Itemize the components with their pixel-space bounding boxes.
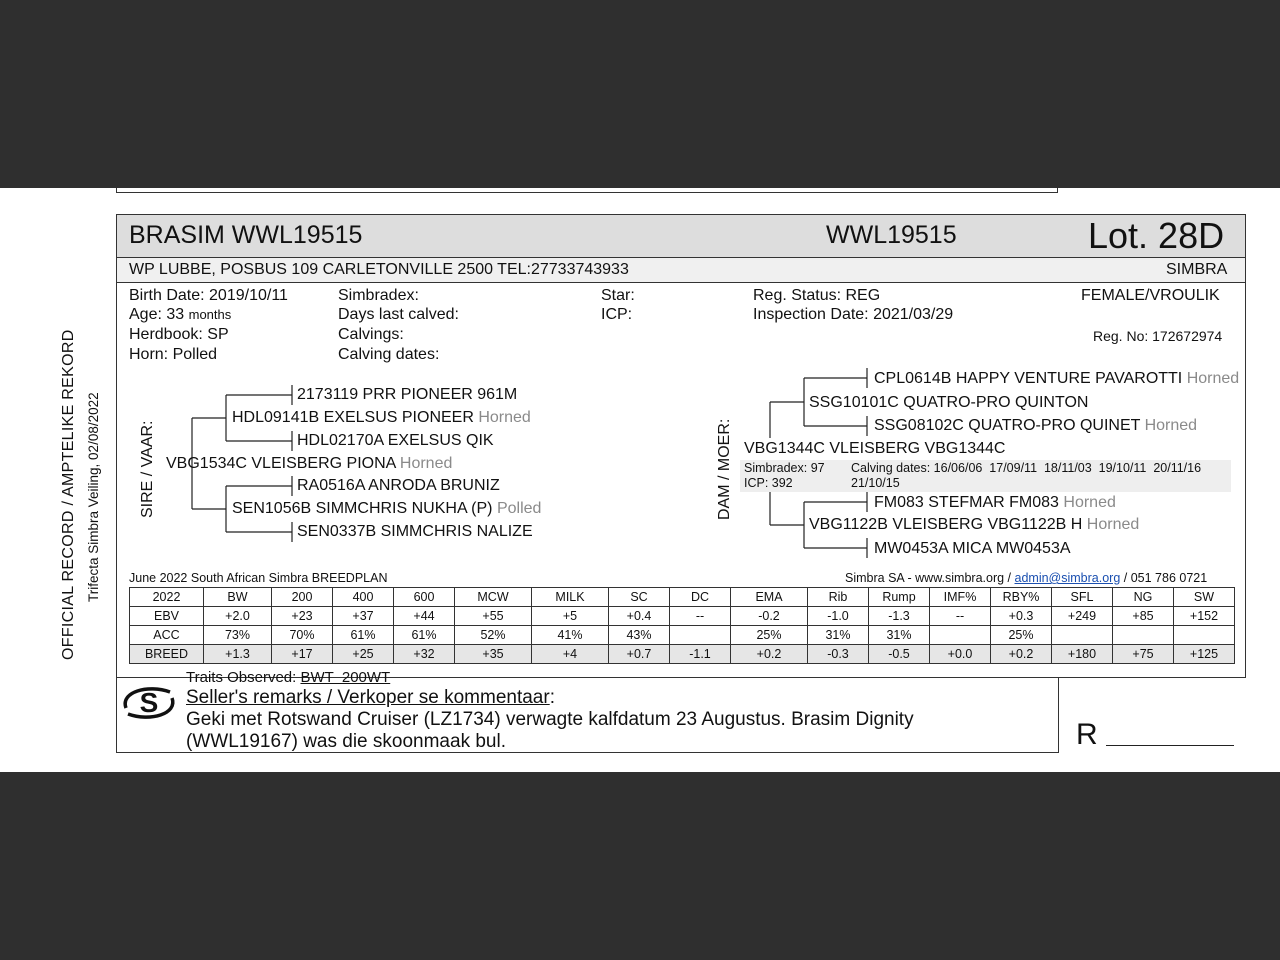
ebv-cell <box>930 626 991 645</box>
reg-status: Reg. Status: REG <box>753 287 881 304</box>
horn-status: Horn: Polled <box>129 346 218 363</box>
ebv-header-row <box>130 588 1235 607</box>
dam-sire-sire <box>874 370 1239 388</box>
price-input-line[interactable] <box>1106 745 1234 746</box>
ebv-cell: 31% <box>869 626 930 645</box>
ebv-cell: +44 <box>394 607 455 626</box>
sire-dam <box>232 500 541 518</box>
birth-date: Birth Date: 2019/10/11 <box>129 287 288 304</box>
animal-id: WWL19515 <box>826 221 957 249</box>
ebv-cell: +0.7 <box>609 645 670 664</box>
dam-dam-dam: MW0453A MICA MW0453A <box>874 540 1071 557</box>
ebv-cell: +23 <box>272 607 333 626</box>
icp-label: ICP: <box>601 306 633 323</box>
remarks-title-text: Seller's remarks / Verkoper se kommentaar <box>186 687 550 708</box>
ebv-cell: 25% <box>731 626 808 645</box>
ebv-cell: SFL <box>1052 588 1113 607</box>
ebv-cell: +0.2 <box>731 645 808 664</box>
ebv-cell: +32 <box>394 645 455 664</box>
ebv-table <box>129 587 1235 664</box>
dam-sire-dam-horn-tag: Horned <box>1144 417 1198 434</box>
dam: VBG1344C VLEISBERG VBG1344C <box>744 440 1006 457</box>
ebv-cell: +4 <box>532 645 609 664</box>
breedplan-source: June 2022 South African Simbra BREEDPLAN <box>129 571 388 585</box>
ebv-cell: +0.3 <box>991 607 1052 626</box>
ebv-cell: 73% <box>204 626 272 645</box>
calving-dates-label: Calving dates: <box>338 346 440 363</box>
ebv-cell: 52% <box>455 626 532 645</box>
owner-address: WP LUBBE, POSBUS 109 CARLETONVILLE 2500 TEL:27733743933 <box>129 261 629 278</box>
sire-sire-dam: HDL02170A EXELSUS QIK <box>297 432 494 449</box>
sire <box>166 455 452 473</box>
sire-sire <box>232 409 531 427</box>
dam-calving-dates-cont: 21/10/15 <box>851 476 900 490</box>
sire-label: SIRE / VAAR: <box>139 420 156 518</box>
ebv-cell: -- <box>670 607 731 626</box>
ebv-cell <box>1052 626 1113 645</box>
sex: FEMALE/VROULIK <box>1081 287 1220 304</box>
calvings-label: Calvings: <box>338 326 404 343</box>
remarks-line-1: Geki met Rotswand Cruiser (LZ1734) verwagte kalfdatum 23 Augustus. Brasim Dignity <box>186 709 914 730</box>
dam-calving-dates: Calving dates: 16/06/06 17/09/11 18/11/03 19/10/11 20/11/16 <box>851 461 1202 475</box>
ebv-cell: 61% <box>394 626 455 645</box>
ebv-cell: +17 <box>272 645 333 664</box>
ebv-cell: DC <box>670 588 731 607</box>
ebv-cell: BREED <box>130 645 204 664</box>
dam-sire-dam-name: SSG08102C QUATRO-PRO QUINET <box>874 417 1141 434</box>
ebv-cell: +152 <box>1174 607 1235 626</box>
ebv-cell: +180 <box>1052 645 1113 664</box>
ebv-cell: 600 <box>394 588 455 607</box>
dam-dam-sire-horn-tag: Horned <box>1063 494 1116 511</box>
ebv-cell: -- <box>930 607 991 626</box>
simbra-logo-letter: S <box>139 687 159 718</box>
ebv-cell: RBY% <box>991 588 1052 607</box>
inspection-date: Inspection Date: 2021/03/29 <box>753 306 954 323</box>
official-record-label: OFFICIAL RECORD / AMPTELIKE REKORD <box>60 329 77 660</box>
ebv-cell: +0.0 <box>930 645 991 664</box>
dam-dam-sire <box>874 494 1116 512</box>
ebv-cell: +0.2 <box>991 645 1052 664</box>
price-currency: R <box>1076 718 1098 751</box>
traits-label: Traits Observed: <box>186 669 297 686</box>
star-label: Star: <box>601 287 635 304</box>
ebv-cell: 25% <box>991 626 1052 645</box>
ebv-cell: 31% <box>808 626 869 645</box>
animal-name: BRASIM WWL19515 <box>129 221 363 249</box>
ebv-cell: MILK <box>532 588 609 607</box>
ebv-cell <box>1174 626 1235 645</box>
ebv-cell: 43% <box>609 626 670 645</box>
ebv-cell: NG <box>1113 588 1174 607</box>
remarks-title <box>186 687 555 709</box>
dam-sire: SSG10101C QUATRO-PRO QUINTON <box>809 394 1089 411</box>
age-unit: months <box>188 307 232 322</box>
dam-icp: ICP: 392 <box>744 476 793 490</box>
auction-name-date: Trifecta Simbra Veiling, 02/08/2022 <box>86 392 101 602</box>
ebv-cell: EMA <box>731 588 808 607</box>
traits-value: BWT 200WT <box>300 669 391 686</box>
contact-email-link[interactable]: admin@simbra.org <box>1014 571 1121 585</box>
breed-name: SIMBRA <box>1166 261 1228 278</box>
ebv-cell: 400 <box>333 588 394 607</box>
ebv-cell: 2022 <box>130 588 204 607</box>
remarks-title-colon: : <box>549 687 555 708</box>
sire-horn-tag: Horned <box>399 455 453 472</box>
ebv-cell: 61% <box>333 626 394 645</box>
ebv-cell: -1.0 <box>808 607 869 626</box>
simbradex-label: Simbradex: <box>338 287 419 304</box>
ebv-cell: -1.3 <box>869 607 930 626</box>
ebv-cell <box>670 626 731 645</box>
days-last-calved-label: Days last calved: <box>338 306 459 323</box>
herdbook: Herdbook: SP <box>129 326 229 343</box>
sire-dam-name: SEN1056B SIMMCHRIS NUKHA (P) <box>232 500 493 517</box>
ebv-cell: BW <box>204 588 272 607</box>
ebv-cell: 70% <box>272 626 333 645</box>
contact-phone: / 051 786 0721 <box>1123 571 1208 585</box>
ebv-cell: +75 <box>1113 645 1174 664</box>
contact-website: Simbra SA - www.simbra.org / <box>845 571 1012 585</box>
ebv-cell: -1.1 <box>670 645 731 664</box>
remarks-line-2: (WWL19167) was die skoonmaak bul. <box>186 731 506 752</box>
dam-dam <box>809 516 1139 534</box>
ebv-cell: Rib <box>808 588 869 607</box>
ebv-cell: +25 <box>333 645 394 664</box>
ebv-row-ebv <box>130 607 1235 626</box>
ebv-cell: Rump <box>869 588 930 607</box>
contact-info <box>845 571 1207 585</box>
ebv-cell: +125 <box>1174 645 1235 664</box>
ebv-cell: -0.3 <box>808 645 869 664</box>
ebv-cell: +2.0 <box>204 607 272 626</box>
sire-dam-dam: SEN0337B SIMMCHRIS NALIZE <box>297 523 533 540</box>
ebv-cell: +249 <box>1052 607 1113 626</box>
ebv-cell: 41% <box>532 626 609 645</box>
dam-dam-horn-tag: Horned <box>1086 516 1140 533</box>
ebv-cell: MCW <box>455 588 532 607</box>
ebv-cell: +5 <box>532 607 609 626</box>
ebv-cell: -0.2 <box>731 607 808 626</box>
ebv-cell: SC <box>609 588 670 607</box>
sire-sire-name: HDL09141B EXELSUS PIONEER <box>232 409 474 426</box>
simbra-logo-icon <box>118 678 180 728</box>
sire-dam-horn-tag: Polled <box>496 500 542 517</box>
dam-label: DAM / MOER: <box>716 418 733 520</box>
dam-sire-dam <box>874 417 1197 435</box>
dam-sire-sire-horn-tag: Horned <box>1186 370 1240 387</box>
ebv-row-acc <box>130 626 1235 645</box>
dam-simbradex: Simbradex: 97 <box>744 461 825 475</box>
ebv-cell: +35 <box>455 645 532 664</box>
dam-sire-sire-name: CPL0614B HAPPY VENTURE PAVAROTTI <box>874 370 1183 387</box>
traits-observed <box>186 669 390 686</box>
ebv-cell: +85 <box>1113 607 1174 626</box>
sire-dam-sire: RA0516A ANRODA BRUNIZ <box>297 477 500 494</box>
ebv-cell: -0.5 <box>869 645 930 664</box>
sire-sire-horn-tag: Horned <box>478 409 531 426</box>
age-value: Age: 33 <box>129 306 185 323</box>
ebv-cell: EBV <box>130 607 204 626</box>
ebv-cell: +0.4 <box>609 607 670 626</box>
ebv-cell <box>1113 626 1174 645</box>
lot-number: Lot. 28D <box>1088 215 1225 256</box>
ebv-cell: IMF% <box>930 588 991 607</box>
sire-sire-sire: 2173119 PRR PIONEER 961M <box>297 386 518 403</box>
dam-dam-sire-name: FM083 STEFMAR FM083 <box>874 494 1059 511</box>
ebv-cell: 200 <box>272 588 333 607</box>
ebv-row-breed <box>130 645 1235 664</box>
sire-name: VBG1534C VLEISBERG PIONA <box>166 455 396 472</box>
registration-number: Reg. No: 172672974 <box>1093 328 1223 344</box>
ebv-cell: SW <box>1174 588 1235 607</box>
ebv-cell: +37 <box>333 607 394 626</box>
ebv-cell: ACC <box>130 626 204 645</box>
ebv-cell: +1.3 <box>204 645 272 664</box>
ebv-cell: +55 <box>455 607 532 626</box>
dam-dam-name: VBG1122B VLEISBERG VBG1122B H <box>809 516 1083 533</box>
